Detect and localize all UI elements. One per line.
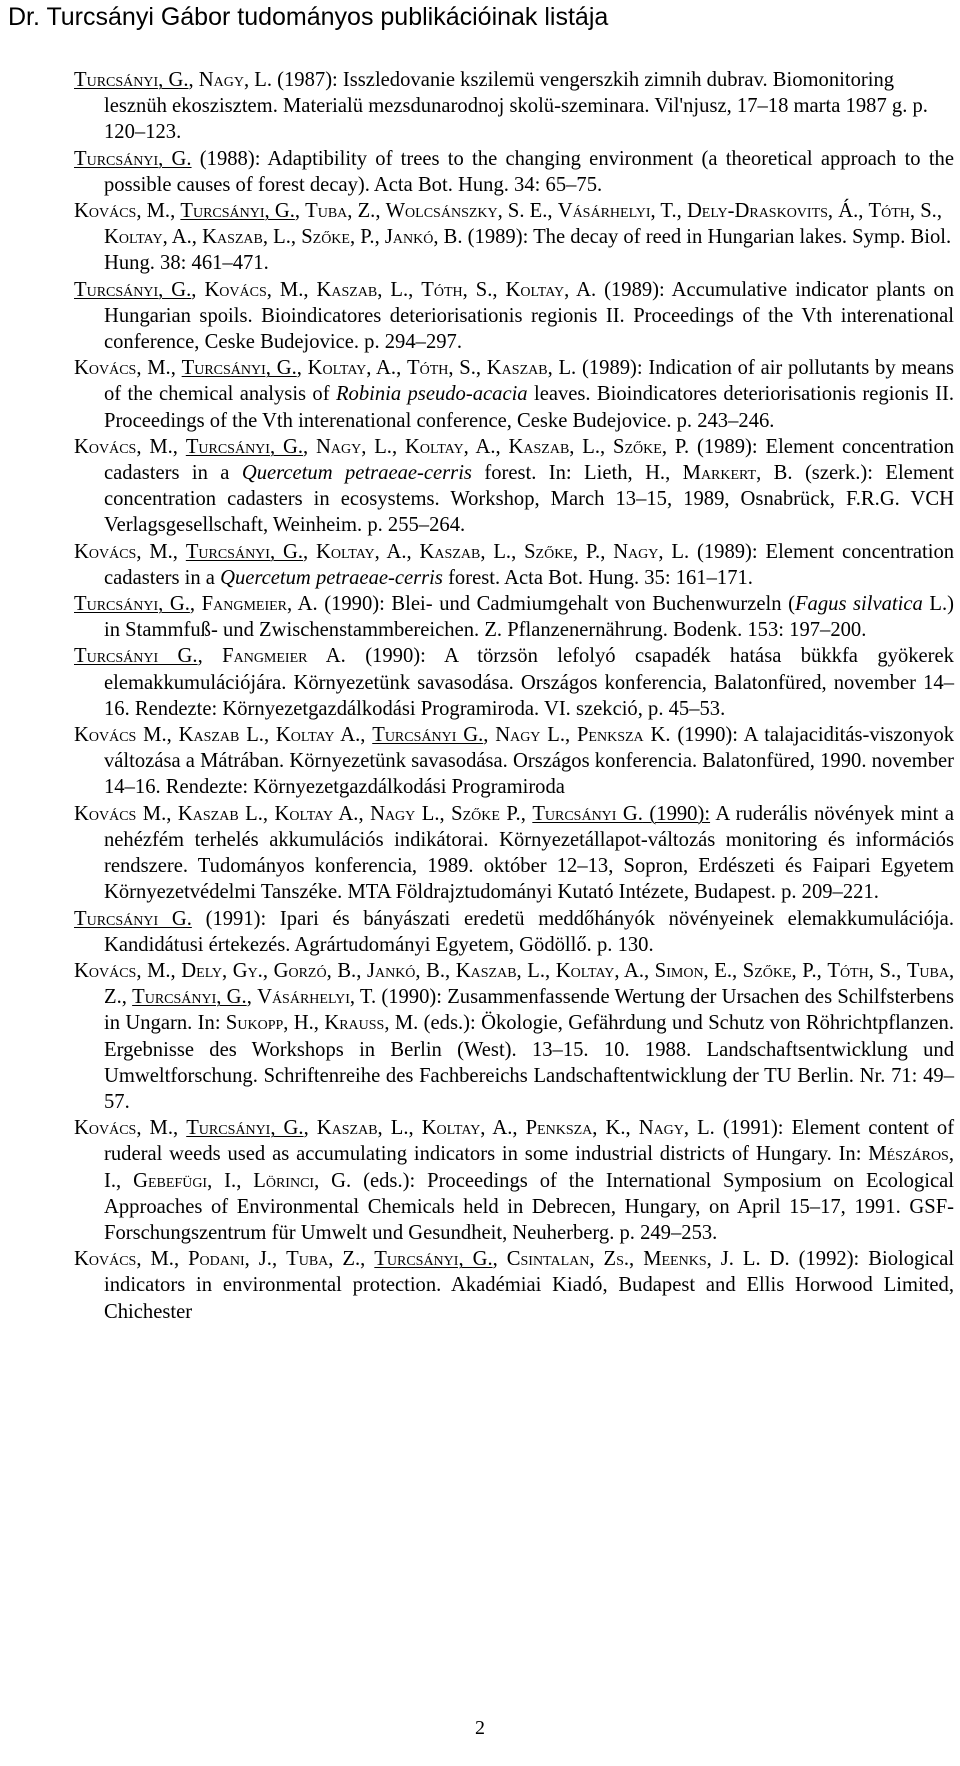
- reference-text: ,: [492, 1248, 507, 1271]
- author-name: Koltay, A.: [421, 1117, 513, 1140]
- reference-entry: [74, 906, 954, 958]
- author-name: Markert, B.: [682, 462, 793, 485]
- author-name: Krauss: [324, 1012, 385, 1035]
- author-name: Kaszab L.: [178, 724, 264, 747]
- reference-text: ,: [511, 540, 525, 563]
- reference-text: ,: [896, 959, 907, 982]
- author-name: Kovács M.: [74, 802, 167, 825]
- reference-text: ,: [408, 1117, 422, 1140]
- reference-list: [74, 67, 954, 1325]
- reference-text: ,: [545, 959, 556, 982]
- author-name: Koltay, A.: [404, 435, 496, 458]
- reference-text: ,: [303, 1117, 317, 1140]
- author-name: Turcsányi, G.: [185, 540, 303, 563]
- reference-entry: [74, 958, 954, 1115]
- reference-entry: [74, 801, 954, 906]
- author-name: Szőke P.: [451, 802, 521, 825]
- author-name: Dely, Gy.: [181, 959, 263, 982]
- author-name: Koltay A.: [274, 802, 359, 825]
- author-name: Szőke, P.: [524, 540, 601, 563]
- author-name: Podani, J.: [188, 1248, 272, 1271]
- author-name: Jankó, B.: [384, 226, 463, 249]
- reference-text: (1987): Isszledovanie kszilemü vengerszkih zimnih dubrav. Biomonitoring lesznüh ekoszisztem. Materialü mezsdunarodnoj skolü-szeminara. Vil'njusz, 17–18 marta 1987 g. p. 120–123.: [104, 69, 928, 144]
- reference-text: ,: [173, 1117, 187, 1140]
- reference-text: ,: [445, 959, 456, 982]
- author-name: Turcsányi, G.: [74, 69, 189, 91]
- author-name: Kaszab, L.: [202, 226, 291, 249]
- author-name: Turcsányi, G.: [181, 357, 297, 380]
- page-title: Dr. Turcsányi Gábor tudományos publikációinak listája: [8, 3, 609, 31]
- reference-text: ,: [191, 226, 203, 249]
- author-name: Turcsányi, G.: [180, 200, 295, 223]
- reference-text: ,: [564, 724, 577, 747]
- reference-entry: [74, 1115, 954, 1246]
- reference-text: (1990): Zusammenfassende Wertung der Ursachen des Schilfsterbens in Ungarn. In:: [104, 986, 954, 1035]
- reference-text: ,: [236, 1169, 254, 1192]
- author-name: Turcsányi G.: [372, 724, 484, 747]
- author-name: Turcsányi, G.: [374, 1248, 493, 1271]
- reference-text: ,: [271, 1248, 287, 1271]
- reference-text: (szerk.): Element concentration cadasters in ecosystems. Workshop, March 13–15, 1989, Osnabrück, F.R.G. VCH Verlagsgesellschaft, Weinheim. p. 255–264.: [104, 462, 955, 537]
- reference-text: (eds.): Proceedings of the International Symposium on Ecological Approaches of Environmental Chemicals held in Debrecen, Hungary, on April 15–17, 1991. GSF-Forschungszentrum für Umwelt und Gesundheit, Neuherberg. p. 249–253.: [104, 1169, 954, 1244]
- reference-text: (1990): A törzsön lefolyó csapadék hatása bükkfa gyökerek elemakkumulációjára. Környezetünk savasodása. Országos konferencia, Balatonfüred, november 14–16. Rendezte: Környezetgazdálkodási Programiroda. VI. szekció, p. 45–53.: [104, 645, 954, 720]
- author-name: Tóth, S.: [868, 200, 937, 223]
- author-name: Vásárhelyi, T.: [257, 986, 377, 1009]
- author-name: Tóth, S.: [827, 959, 897, 982]
- reference-text: (1988): Adaptibility of trees to the changing environment (a theoretical approach to the possible causes of forest decay). Acta Bot. Hung. 34: 65–75.: [104, 147, 954, 196]
- reference-text: ,: [644, 959, 655, 982]
- author-name: Turcsányi, G.: [74, 147, 192, 170]
- reference-entry: [74, 146, 954, 198]
- reference-text: ,: [290, 226, 302, 249]
- reference-text: ,: [408, 278, 422, 301]
- reference-text: ,: [406, 540, 420, 563]
- author-name: Kaszab, L.: [419, 540, 512, 563]
- reference-text: ,: [246, 986, 258, 1009]
- author-name: Tuba, Z.: [286, 1248, 361, 1271]
- page-number: 2: [475, 1717, 485, 1739]
- reference-text: ,: [173, 1248, 189, 1271]
- reference-text: ,: [629, 1248, 644, 1271]
- author-name: Lörinci, G.: [253, 1169, 352, 1192]
- reference-text: leaves. Bioindicatores deteriorisationis regionis II. Proceedings of the Vth interenational conference, Ceske Budejovice. p. 243–246.: [104, 383, 955, 432]
- author-name: Turcsányi G.: [532, 802, 643, 825]
- reference-text: ,: [188, 69, 199, 91]
- author-name: Turcsányi, G.: [185, 435, 303, 458]
- reference-text: (1989): Accumulative indicator plants on Hungarian spoils. Bioindicatores deteriorisationis regionis II. Proceedings of the Vth interenational conference, Ceske Budejovice. p. 294–297.: [104, 278, 955, 354]
- reference-text: ,: [547, 200, 558, 223]
- author-name: Turcsányi G.: [74, 645, 198, 668]
- reference-entry: [74, 539, 954, 591]
- author-name: Tóth, S.: [421, 278, 493, 301]
- author-name: Gorzó, B.: [273, 959, 357, 982]
- reference-text: ,: [495, 435, 509, 458]
- reference-text: ,: [172, 540, 186, 563]
- reference-text: (1989): Indication of air pollutants by means of the chemical analysis of: [104, 357, 955, 406]
- reference-text: ,: [303, 540, 317, 563]
- reference-text: (1989): Element concentration cadasters in a: [104, 540, 955, 589]
- reference-text: ,: [303, 435, 317, 458]
- reference-text: ,: [512, 1117, 526, 1140]
- reference-entry: [74, 643, 954, 722]
- reference-text: (1990):: [642, 802, 711, 825]
- author-name: Kovács, M.: [74, 435, 173, 458]
- author-name: Kovács, M.: [204, 278, 304, 301]
- reference-text: , H.,: [283, 1012, 325, 1035]
- author-name: Szőke, P.: [613, 435, 690, 458]
- reference-entry: [74, 722, 954, 801]
- reference-text: ,: [520, 802, 533, 825]
- italic-taxon: Quercetum petraeae-cerris: [220, 566, 443, 589]
- reference-text: ,: [732, 959, 743, 982]
- reference-text: ,: [191, 278, 205, 301]
- reference-text: , M. (eds.): Ökologie, Gefährdung und Schutz von Röhrichtpflanzen. Ergebnisse des Workshops in Berlin (West). 13–15. 10. 1988. Landschaftsentwicklung und Umweltforschung. Schriftenreihe des Fachbereichs Landschaftentwicklung der TU Berlin. Nr. 71: 49–57.: [104, 1012, 955, 1113]
- author-name: Kovács, M.: [74, 200, 171, 223]
- reference-entry: [74, 591, 954, 643]
- author-name: Turcsányi, G.: [74, 278, 192, 301]
- reference-text: ,: [475, 357, 487, 380]
- reference-text: ,: [816, 959, 828, 982]
- reference-text: ,: [600, 540, 614, 563]
- author-name: Nagy, L.: [613, 540, 690, 563]
- reference-text: ,: [396, 357, 407, 380]
- reference-text: forest. Acta Bot. Hung. 35: 161–171.: [442, 566, 753, 589]
- reference-text: ,: [356, 959, 367, 982]
- author-name: Kaszab, L.: [455, 959, 546, 982]
- author-name: Penksza, K.: [525, 1117, 626, 1140]
- reference-text: A ruderális növények mint a nehézfém terhelés akkumulációs indikátorai. Környezetállapot-változás monitoring és információs rendszere. Tudományos konferencia, 1989. október 12–13, Sopron, Erdészeti és Faipari Egyetem Környezetvédelmi Tanszéke. MTA Földrajztudományi Kutató Intézete, Budapest. p. 209–221.: [104, 802, 955, 904]
- author-name: Koltay, A.: [316, 540, 407, 563]
- reference-text: ,: [263, 724, 276, 747]
- italic-taxon: Robinia pseudo-acacia: [335, 383, 528, 406]
- author-name: Nagy, L.: [316, 435, 392, 458]
- reference-text: ,: [358, 802, 371, 825]
- author-name: Tuba, Z.: [104, 959, 955, 1009]
- author-name: Kaszab L.: [177, 802, 263, 825]
- reference-text: (1990): Blei- und Cadmiumgehalt von Buchenwurzeln (: [317, 593, 795, 616]
- reference-text: ,: [936, 200, 942, 223]
- reference-text: ,: [166, 724, 179, 747]
- author-name: Kovács M.: [74, 724, 167, 747]
- reference-text: ,: [296, 357, 308, 380]
- author-name: Wolcsánszky, S. E.: [385, 200, 548, 223]
- reference-text: ,: [858, 200, 869, 223]
- reference-text: ,: [170, 959, 182, 982]
- reference-text: ,: [303, 278, 317, 301]
- author-name: Kaszab, L.: [316, 278, 409, 301]
- author-name: Nagy, L.: [198, 69, 272, 91]
- author-name: Kaszab, L.: [486, 357, 577, 380]
- reference-text: (1991): Element content of ruderal weeds used as accumulating indicators in some industrial districts of Hungary. In:: [104, 1117, 955, 1166]
- author-name: Sukopp: [225, 1012, 284, 1035]
- reference-text: ,: [189, 593, 202, 616]
- reference-text: L.) in Stammfuß- und Zwischenstammbereichen. Z. Pflanzenernährung. Bodenk. 153: 197–200.: [104, 593, 955, 642]
- author-name: Csintalan, Zs.: [506, 1248, 630, 1271]
- author-name: Nagy L.: [370, 802, 440, 825]
- author-name: Kovács, M.: [74, 959, 171, 982]
- reference-text: (1992): Biological indicators in environmental protection. Akadémiai Kiadó, Budapest and Ellis Horwood Limited, Chichester: [104, 1248, 955, 1323]
- author-name: Kovács, M.: [74, 540, 173, 563]
- reference-text: (1989): Element concentration cadasters in a: [104, 435, 955, 485]
- reference-text: ,: [166, 802, 178, 825]
- reference-text: forest. In: Lieth, H.,: [471, 462, 683, 485]
- author-name: Turcsányi, G.: [186, 1117, 304, 1140]
- author-name: Mészáros, I.: [104, 1143, 954, 1192]
- italic-taxon: Fagus silvatica: [794, 593, 923, 616]
- author-name: Jankó, B.: [366, 959, 446, 982]
- author-name: Kovács, M.: [74, 1117, 173, 1140]
- reference-entry: [74, 434, 954, 539]
- reference-entry: [74, 67, 954, 146]
- author-name: Szőke, P.: [742, 959, 817, 982]
- reference-text: ,: [116, 1169, 134, 1192]
- author-name: Vásárhelyi, T.: [557, 200, 677, 223]
- author-name: Turcsányi, G.: [132, 986, 247, 1009]
- reference-text: ,: [483, 724, 496, 747]
- reference-text: (1989): The decay of reed in Hungarian lakes. Symp. Biol. Hung. 38: 461–471.: [104, 226, 952, 275]
- reference-text: ,: [391, 435, 405, 458]
- author-name: Turcsányi G.: [74, 907, 192, 930]
- italic-taxon: Quercetum petraeae-cerris: [241, 462, 472, 485]
- reference-text: ,: [262, 802, 275, 825]
- reference-text: ,: [294, 200, 306, 223]
- author-name: Kovács, M.: [74, 357, 171, 380]
- author-name: Nagy L.: [495, 724, 565, 747]
- author-name: Koltay, A.: [505, 278, 597, 301]
- reference-text: ,: [676, 200, 687, 223]
- reference-text: (1990): A talajaciditás-viszonyok változása a Mátrában. Környezetünk savasodása. Országos konferencia. Balatonfüred, 1990. november 14–16. Rendezte: Környezetgazdálkodási Programiroda: [104, 724, 955, 799]
- reference-text: ,: [121, 986, 133, 1009]
- reference-text: ,: [492, 278, 506, 301]
- author-name: Nagy, L.: [638, 1117, 715, 1140]
- author-name: Kovács, M.: [74, 1248, 174, 1271]
- author-name: Fangmeier A.: [222, 645, 346, 668]
- reference-text: ,: [439, 802, 452, 825]
- author-name: Gebefügi, I.: [133, 1169, 237, 1192]
- author-name: Dely-Draskovits, Á.: [686, 200, 859, 223]
- author-name: Penksza K.: [576, 724, 671, 747]
- author-name: Kaszab, L.: [508, 435, 601, 458]
- reference-text: ,: [600, 435, 614, 458]
- reference-entry: [74, 198, 954, 277]
- reference-text: ,: [197, 645, 223, 668]
- author-name: Szőke, P.: [301, 226, 375, 249]
- reference-text: (1991): Ipari és bányászati eredetü meddőhányók növényeinek elemakkumulációja. Kandidátusi értekezés. Agrártudományi Egyetem, Gödöllő. p. 130.: [104, 907, 954, 956]
- reference-text: ,: [262, 959, 274, 982]
- reference-entry: [74, 1246, 954, 1325]
- reference-text: ,: [360, 724, 373, 747]
- author-name: Meenks, J. L. D.: [643, 1248, 790, 1271]
- author-name: Simon, E.: [654, 959, 733, 982]
- author-name: Tóth, S.: [407, 357, 476, 380]
- reference-text: ,: [374, 226, 385, 249]
- reference-text: ,: [170, 200, 181, 223]
- reference-text: ,: [625, 1117, 639, 1140]
- author-name: Kaszab, L.: [316, 1117, 409, 1140]
- author-name: Koltay, A.: [555, 959, 645, 982]
- author-name: Tuba, Z.: [305, 200, 376, 223]
- author-name: Fangmeier, A.: [201, 593, 318, 616]
- reference-text: ,: [360, 1248, 375, 1271]
- reference-text: ,: [172, 435, 186, 458]
- reference-entry: [74, 277, 954, 356]
- author-name: Koltay, A.: [307, 357, 397, 380]
- reference-text: ,: [170, 357, 182, 380]
- author-name: Koltay, A.: [104, 226, 192, 249]
- reference-entry: [74, 355, 954, 434]
- author-name: Koltay A.: [275, 724, 361, 747]
- reference-text: ,: [375, 200, 386, 223]
- author-name: Turcsányi, G.: [74, 593, 190, 616]
